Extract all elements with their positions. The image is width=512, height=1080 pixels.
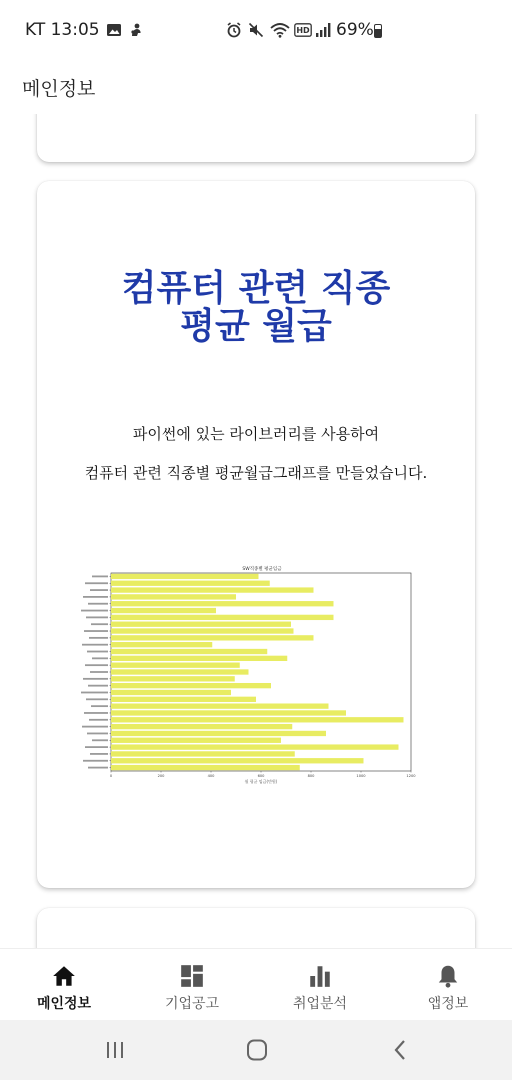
salary-chart-card[interactable] <box>37 181 475 888</box>
chart-y-tick-label <box>89 637 108 639</box>
battery-percent: 69% <box>336 20 374 40</box>
chart-bar <box>111 663 240 668</box>
chart-bar <box>111 581 270 586</box>
chart-y-tick-label <box>81 692 108 694</box>
chart-y-tick-label <box>85 746 108 748</box>
nav-label-employment-analysis: 취업분석 <box>292 996 348 1012</box>
nav-item-app-info[interactable] <box>384 949 512 1021</box>
nav-label-app-info: 앱정보 <box>427 996 469 1012</box>
chart-y-ticks <box>81 576 111 769</box>
chart-x-ticks <box>110 771 416 778</box>
salary-bar-chart <box>65 561 450 786</box>
hd-icon <box>294 23 312 37</box>
chart-y-tick-label <box>91 623 108 625</box>
chart-x-axis-label: 월 평균 임금(만원) <box>244 779 278 784</box>
chart-y-tick-label <box>90 671 108 673</box>
chart-y-tick-label <box>87 733 108 735</box>
nav-label-company-postings: 기업공고 <box>164 996 220 1012</box>
chart-y-tick-label <box>83 678 108 680</box>
chart-y-tick-label <box>83 760 108 762</box>
chart-x-tick-label: 400 <box>207 774 215 778</box>
chart-bar <box>111 608 216 613</box>
chart-bar <box>111 744 399 749</box>
chart-bar <box>111 622 291 627</box>
chart-bar <box>111 758 364 763</box>
chart-bar <box>111 710 346 715</box>
next-card[interactable] <box>37 908 475 948</box>
nav-item-main-info[interactable] <box>0 949 128 1021</box>
chart-bar <box>111 649 267 654</box>
mute-icon <box>248 22 264 38</box>
back-icon[interactable] <box>388 1038 414 1062</box>
gallery-notification-icon <box>106 22 122 38</box>
chart-bar <box>111 628 294 633</box>
chart-bar <box>111 676 235 681</box>
chart-y-tick-label <box>82 644 108 646</box>
chart-bars <box>111 574 404 771</box>
chart-bar <box>111 587 314 592</box>
chart-y-tick-label <box>88 767 108 769</box>
svg-text:HD: HD <box>296 26 310 36</box>
chart-y-tick-label <box>92 739 108 741</box>
chart-bar <box>111 738 281 743</box>
chart-svg <box>65 561 450 786</box>
chart-bar <box>111 717 404 722</box>
chart-y-tick-label <box>92 657 108 659</box>
card-title-line2: 평균 월급 <box>180 305 332 347</box>
chart-y-tick-label <box>87 651 108 653</box>
status-bar <box>0 0 512 62</box>
bell-icon <box>435 963 461 989</box>
chart-y-tick-label <box>83 596 108 598</box>
signal-icon <box>315 22 331 38</box>
chart-y-tick-label <box>88 603 108 605</box>
chart-bar <box>111 635 314 640</box>
chart-bar <box>111 669 249 674</box>
chart-x-tick-label: 200 <box>157 774 165 778</box>
chart-bar <box>111 751 295 756</box>
card-description-line2: 컴퓨터 관련 직종별 평균월급그래프를 만들었습니다. <box>84 464 428 482</box>
chart-x-tick-label: 600 <box>257 774 265 778</box>
status-left <box>25 20 144 40</box>
chart-y-tick-label <box>89 719 108 721</box>
chart-bar <box>111 615 334 620</box>
chart-y-tick-label <box>85 582 108 584</box>
home-button-icon[interactable] <box>244 1038 270 1062</box>
chart-x-tick-label: 0 <box>109 774 113 778</box>
carrier-time: KT 13:05 <box>25 20 100 40</box>
chart-y-tick-label <box>84 630 108 632</box>
chart-y-tick-label <box>81 610 108 612</box>
chart-bar <box>111 731 326 736</box>
chart-y-tick-label <box>90 753 108 755</box>
chart-y-tick-label <box>85 664 108 666</box>
nav-item-employment-analysis[interactable] <box>256 949 384 1021</box>
chart-x-tick-label: 1200 <box>406 774 416 778</box>
dashboard-icon <box>179 963 205 989</box>
chart-y-tick-label <box>91 705 108 707</box>
recent-apps-icon[interactable] <box>102 1038 128 1062</box>
system-navigation-bar <box>0 1020 512 1080</box>
wifi-icon <box>270 22 290 38</box>
chart-bar <box>111 594 236 599</box>
app-notification-icon <box>128 22 144 38</box>
chart-bar <box>111 574 259 579</box>
previous-card[interactable] <box>37 114 475 162</box>
nav-label-main-info: 메인정보 <box>36 996 92 1012</box>
card-title <box>37 269 475 345</box>
chart-y-tick-label <box>88 685 108 687</box>
chart-bar <box>111 642 212 647</box>
app-bar <box>0 62 512 114</box>
chart-bar <box>111 724 292 729</box>
chart-bar <box>111 697 256 702</box>
content-scroll[interactable] <box>0 114 512 948</box>
card-title-line1: 컴퓨터 관련 직종 <box>121 267 391 309</box>
nav-item-company-postings[interactable] <box>128 949 256 1021</box>
chart-x-tick-label: 800 <box>307 774 315 778</box>
chart-y-tick-label <box>90 589 108 591</box>
chart-y-tick-label <box>86 698 108 700</box>
chart-y-tick-label <box>82 726 108 728</box>
bar-chart-icon <box>307 963 333 989</box>
chart-bar <box>111 683 271 688</box>
chart-bar <box>111 601 334 606</box>
battery-icon <box>374 24 382 38</box>
chart-bar <box>111 703 329 708</box>
chart-title: SW직종별 평균임금 <box>242 567 282 572</box>
chart-bar <box>111 656 287 661</box>
home-icon <box>51 963 77 989</box>
chart-y-tick-label <box>86 616 108 618</box>
bottom-navigation <box>0 948 512 1020</box>
chart-y-tick-label <box>84 712 108 714</box>
alarm-icon <box>226 22 242 38</box>
chart-bar <box>111 690 231 695</box>
card-description-line1: 파이썬에 있는 라이브러리를 사용하여 <box>132 425 380 443</box>
page-title: 메인정보 <box>22 78 96 100</box>
chart-x-tick-label: 1000 <box>356 774 366 778</box>
chart-y-tick-label <box>92 576 108 578</box>
chart-bar <box>111 765 300 770</box>
